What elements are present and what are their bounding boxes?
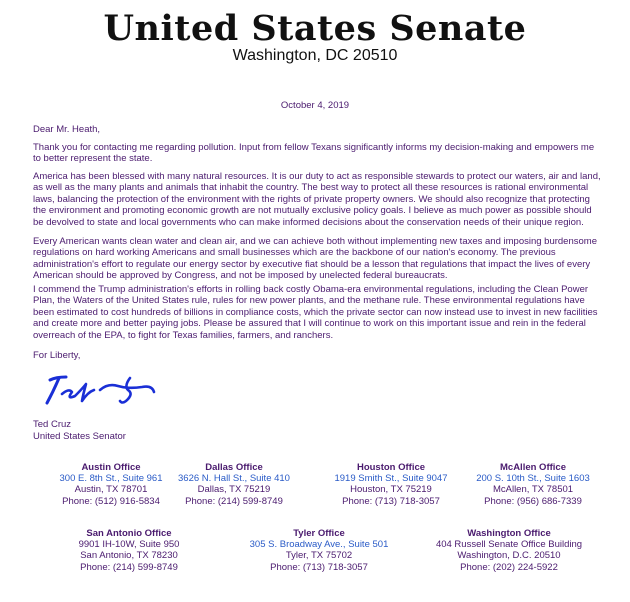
signer-title: United States Senator [33, 431, 126, 442]
office-address: 404 Russell Senate Office Building [435, 539, 583, 551]
office-name: Washington Office [467, 528, 551, 539]
letterhead-title: United States Senate [103, 8, 527, 49]
office-phone: Phone: (956) 686-7339 [484, 495, 582, 507]
office-city: Washington, D.C. 20510 [457, 550, 561, 562]
office-phone: Phone: (512) 916-5834 [62, 495, 160, 507]
office-address[interactable]: 300 E. 8th St., Suite 961 [59, 473, 163, 485]
office-tyler [234, 528, 404, 573]
office-address[interactable]: 200 S. 10th St., Suite 1603 [476, 473, 590, 485]
letter-greeting: Dear Mr. Heath, [33, 124, 101, 135]
signature-image [42, 370, 157, 408]
office-address[interactable]: 3626 N. Hall St., Suite 410 [178, 473, 290, 485]
office-name: Dallas Office [205, 462, 263, 473]
office-city: San Antonio, TX 78230 [80, 550, 178, 562]
letter-date: October 4, 2019 [280, 100, 350, 111]
office-city: McAllen, TX 78501 [492, 484, 574, 496]
office-name: Tyler Office [293, 528, 345, 539]
office-city: Dallas, TX 75219 [197, 484, 271, 496]
office-city: Austin, TX 78701 [74, 484, 148, 496]
letter-closing: For Liberty, [33, 350, 81, 361]
signer-name: Ted Cruz [33, 419, 72, 430]
office-washington [424, 528, 594, 573]
office-san-antonio [44, 528, 214, 573]
office-phone: Phone: (214) 599-8749 [185, 495, 283, 507]
office-name: McAllen Office [500, 462, 566, 473]
letter-paragraph: Every American wants clean water and clean air, and we can achieve both without implementing new taxes and imposing burdensome regulations on hard working Americans and small businesses which are the backbone of our nation's economy. The previous administration's effort to regulate our energy sector by executive fiat should be a lesson that regulations that impact the lives of every American should be approved by Congress, and not be imposed by unelected federal bureaucrats. [33, 236, 597, 282]
office-city: Houston, TX 75219 [350, 484, 432, 496]
office-phone: Phone: (713) 718-3057 [270, 561, 368, 573]
office-name: Houston Office [356, 462, 426, 473]
letter-paragraph: Thank you for contacting me regarding pollution. Input from fellow Texans significantly informs my decision-making and empowers me to better represent the state. [33, 142, 595, 165]
office-phone: Phone: (214) 599-8749 [80, 561, 178, 573]
office-phone: Phone: (202) 224-5922 [460, 561, 558, 573]
office-name: Austin Office [81, 462, 141, 473]
office-name: San Antonio Office [86, 528, 172, 539]
office-city: Tyler, TX 75702 [285, 550, 353, 562]
office-dallas [149, 462, 319, 507]
office-address[interactable]: 1919 Smith St., Suite 9047 [334, 473, 448, 485]
letterhead-city: Washington, DC 20510 [232, 47, 398, 64]
office-address: 9901 IH-10W, Suite 950 [78, 539, 180, 551]
letter-paragraph: I commend the Trump administration's efforts in rolling back costly Obama-era environmental regulations, including the Clean Power Plan, the Waters of the United States rule, rules for new power plants, and the methane rule. These environmental regulations have been estimated to cost hundreds of billions in compliance costs, which the private sector can now instead use to invest in new facilities and create more and better paying jobs. Please be assured that I will continue to work on this important issue and rein in the federal overreach of the EPA, to fight for Texas families, farmers, and ranchers. [33, 284, 598, 341]
office-phone: Phone: (713) 718-3057 [342, 495, 440, 507]
letter-paragraph: America has been blessed with many natural resources. It is our duty to act as responsible stewards to protect our waters, air and land, as well as the many plants and animals that inhabit the country. The best way to protect all these resources is rational environmental laws, balancing the protection of the environment with the rights of private property owners. We should also recognize that protecting the environment and promoting economic growth are not mutually exclusive policy goals. I believe as much power as possible should be devolved to state and local governments who can make informed decisions about the conservation needs of their unique region. [33, 171, 601, 228]
office-mcallen [448, 462, 618, 507]
office-address[interactable]: 305 S. Broadway Ave., Suite 501 [249, 539, 389, 551]
